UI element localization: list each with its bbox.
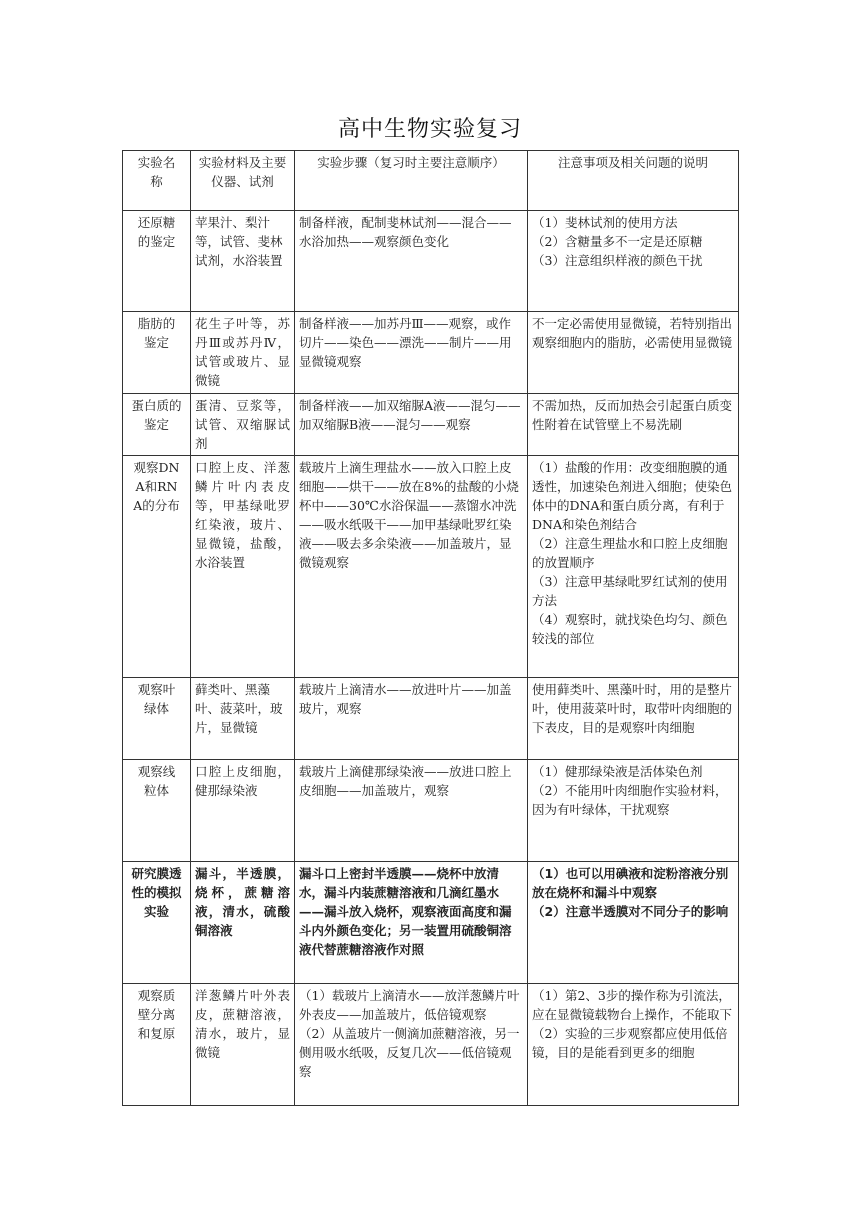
experiment-materials: 洋葱鳞片叶外表皮，蔗糖溶液，清水，玻片，显微镜 <box>191 984 295 1106</box>
experiment-notes: 使用藓类叶、黑藻叶时，用的是整片叶，使用菠菜叶时，取带叶肉细胞的下表皮，目的是观察叶肉细胞 <box>528 678 739 760</box>
document-title: 高中生物实验复习 <box>337 117 522 142</box>
table-header-row <box>123 151 739 211</box>
table-row <box>123 456 739 678</box>
experiment-notes: （1）盐酸的作用：改变细胞膜的通透性，加速染色剂进入细胞；使染色体中的DNA和蛋白质分离，有利于DNA和染色剂结合 （2）注意生理盐水和口腔上皮细胞的放置顺序 （3）注意甲基绿吡罗红试剂的使用方法 （4）观察时，就找染色均匀、颜色较浅的部位 <box>528 456 739 678</box>
experiment-name: 研究膜透性的模拟实验 <box>123 862 191 984</box>
experiment-steps: 制备样液——加苏丹Ⅲ——观察，或作切片——染色——漂洗——制片——用显微镜观察 <box>295 312 528 394</box>
experiment-name: 蛋白质的鉴定 <box>123 394 191 456</box>
experiment-name: 观察叶绿体 <box>123 678 191 760</box>
experiment-steps: 载玻片上滴生理盐水——放入口腔上皮细胞——烘干——放在8%的盐酸的小烧杯中——30℃水浴保温——蒸馏水冲洗——吸水纸吸干——加甲基绿吡罗红染液——吸去多余染液——加盖玻片，显微镜观察 <box>295 456 528 678</box>
table-row <box>123 984 739 1106</box>
header-cell-materials: 实验材料及主要仪器、试剂 <box>191 151 295 211</box>
table-row <box>123 312 739 394</box>
experiment-materials: 口腔上皮细胞，健那绿染液 <box>191 760 295 862</box>
table-row <box>123 394 739 456</box>
header-cell-steps: 实验步骤（复习时主要注意顺序） <box>295 151 528 211</box>
experiment-steps: 漏斗口上密封半透膜——烧杯中放清水，漏斗内装蔗糖溶液和几滴红墨水——漏斗放入烧杯，观察液面高度和漏斗内外颜色变化；另一装置用硫酸铜溶液代替蔗糖溶液作对照 <box>295 862 528 984</box>
experiment-steps: 载玻片上滴清水——放进叶片——加盖玻片，观察 <box>295 678 528 760</box>
experiment-notes: 不一定必需使用显微镜，若特别指出观察细胞内的脂肪，必需使用显微镜 <box>528 312 739 394</box>
header-cell-name: 实验名称 <box>123 151 191 211</box>
experiment-name: 观察DNA和RNA的分布 <box>123 456 191 678</box>
experiment-name: 还原糖的鉴定 <box>123 211 191 312</box>
experiment-steps: 制备样液，配制斐林试剂——混合——水浴加热——观察颜色变化 <box>295 211 528 312</box>
experiment-materials: 苹果汁、梨汁等，试管、斐林试剂，水浴装置 <box>191 211 295 312</box>
experiment-notes: 不需加热，反而加热会引起蛋白质变性附着在试管壁上不易洗刷 <box>528 394 739 456</box>
experiment-materials: 藓类叶、黑藻叶、菠菜叶，玻片，显微镜 <box>191 678 295 760</box>
header-cell-notes: 注意事项及相关问题的说明 <box>528 151 739 211</box>
experiment-table <box>122 150 739 1106</box>
experiment-notes: （1）斐林试剂的使用方法 （2）含糖量多不一定是还原糖 （3）注意组织样液的颜色干扰 <box>528 211 739 312</box>
experiment-notes: （1）第2、3步的操作称为引流法，应在显微镜载物台上操作，不能取下 （2）实验的三步观察都应使用低倍镜，目的是能看到更多的细胞 <box>528 984 739 1106</box>
experiment-name: 观察线粒体 <box>123 760 191 862</box>
experiment-steps: 载玻片上滴健那绿染液——放进口腔上皮细胞——加盖玻片，观察 <box>295 760 528 862</box>
experiment-steps: 制备样液——加双缩脲A液——混匀——加双缩脲B液——混匀——观察 <box>295 394 528 456</box>
experiment-materials: 口腔上皮、洋葱鳞片叶内表皮等，甲基绿吡罗红染液，玻片、显微镜，盐酸，水浴装置 <box>191 456 295 678</box>
table-row <box>123 862 739 984</box>
experiment-name: 观察质壁分离和复原 <box>123 984 191 1106</box>
experiment-steps: （1）载玻片上滴清水——放洋葱鳞片叶外表皮——加盖玻片，低倍镜观察 （2）从盖玻片一侧滴加蔗糖溶液，另一侧用吸水纸吸，反复几次——低倍镜观察 <box>295 984 528 1106</box>
table-row <box>123 678 739 760</box>
experiment-materials: 漏斗，半透膜，烧杯，蔗糖溶液，清水，硫酸铜溶液 <box>191 862 295 984</box>
table-row <box>123 760 739 862</box>
table-row <box>123 211 739 312</box>
experiment-notes: （1）健那绿染液是活体染色剂 （2）不能用叶肉细胞作实验材料，因为有叶绿体，干扰观察 <box>528 760 739 862</box>
experiment-name: 脂肪的鉴定 <box>123 312 191 394</box>
experiment-notes: （1）也可以用碘液和淀粉溶液分别放在烧杯和漏斗中观察 （2）注意半透膜对不同分子的影响 <box>528 862 739 984</box>
experiment-materials: 花生子叶等，苏丹Ⅲ或苏丹Ⅳ，试管或玻片、显微镜 <box>191 312 295 394</box>
experiment-materials: 蛋清、豆浆等，试管、双缩脲试剂 <box>191 394 295 456</box>
